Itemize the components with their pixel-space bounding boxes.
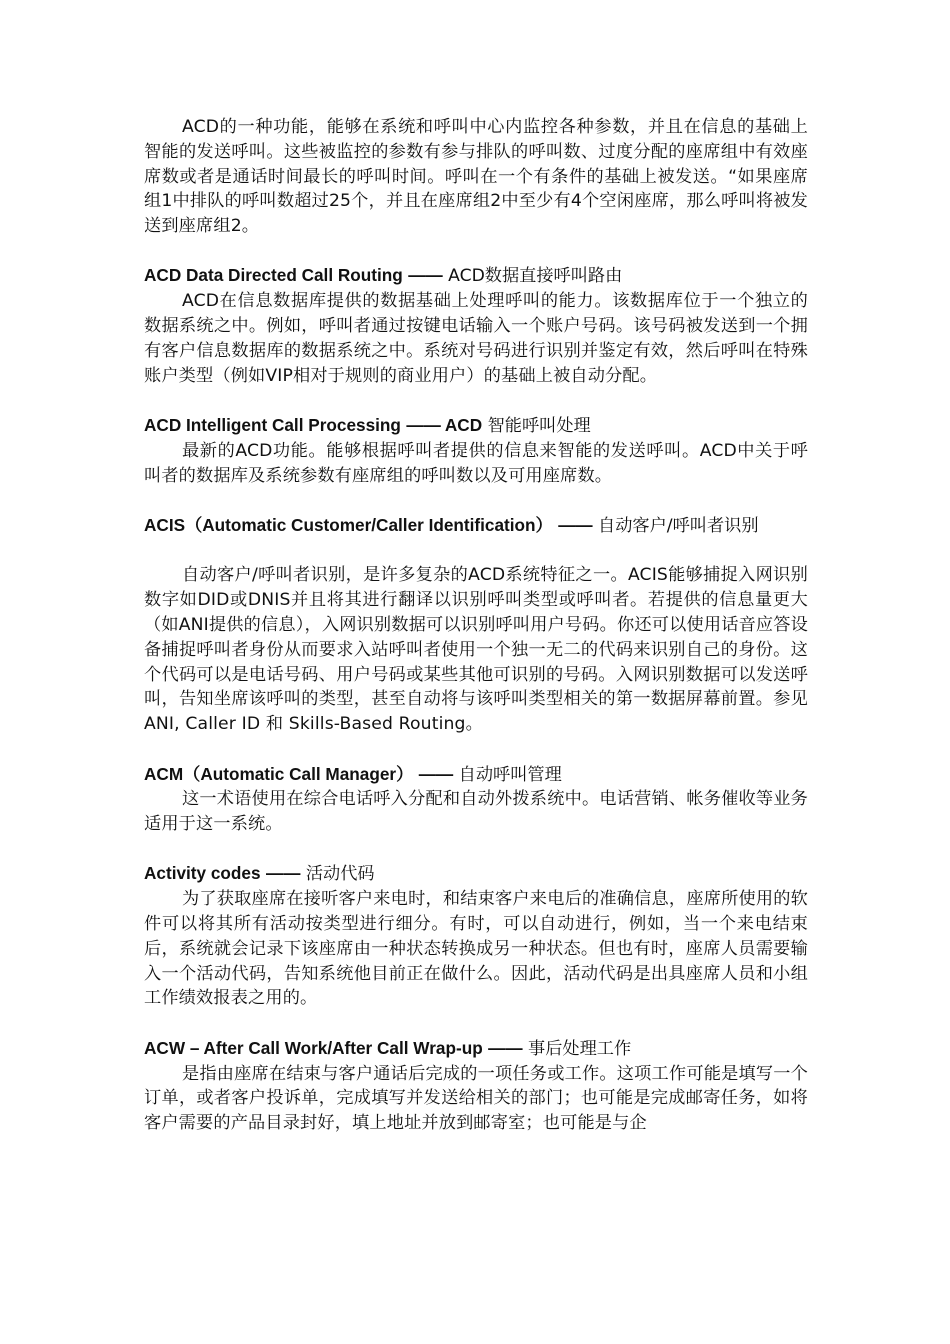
entry-heading <box>144 1036 808 1062</box>
entry-dash: —— <box>408 265 443 286</box>
entry-dash: —— <box>488 1037 523 1058</box>
entry-dash: —— <box>266 863 301 884</box>
entry-dash: —— <box>558 514 593 535</box>
entry-heading <box>144 513 808 539</box>
glossary-entry-acd-data-directed <box>144 263 808 388</box>
entry-gloss: 智能呼叫处理 <box>487 415 591 436</box>
entry-term: ACIS（Automatic Customer/Caller Identification） <box>144 514 553 535</box>
entry-gloss: 自动呼叫管理 <box>458 764 562 785</box>
glossary-entry-acw <box>144 1036 808 1136</box>
entry-heading <box>144 861 808 887</box>
entry-term: ACW – After Call Work/After Call Wrap-up <box>144 1037 483 1058</box>
entry-term: ACD Data Directed Call Routing <box>144 265 403 286</box>
entry-term: ACM（Automatic Call Manager） <box>144 763 414 784</box>
entry-body: 最新的ACD功能。能够根据呼叫者提供的信息来智能的发送呼叫。ACD中关于呼叫者的数据库及系统参数有座席组的呼叫数以及可用座席数。 <box>144 440 808 486</box>
glossary-entry-activity-codes <box>144 861 808 1011</box>
entry-body: 是指由座席在结束与客户通话后完成的一项任务或工作。这项工作可能是填写一个订单，或者客户投诉单，完成填写并发送给相关的部门；也可能是完成邮寄任务，如将客户需要的产品目录封好，填上地址并放到邮寄室；也可能是与企 <box>144 1063 808 1134</box>
entry-body: 自动客户/呼叫者识别，是许多复杂的ACD系统特征之一。ACIS能够捕捉入网识别数字如DID或DNIS并且将其进行翻译以识别呼叫类型或呼叫者。若提供的信息量更大（如ANI提供的信息），入网识别数据可以识别呼叫用户号码。你还可以使用话音应答设备捕捉呼叫者身份从而要求入站呼叫者使用一个独一无二的代码来识别自己的身份。这个代码可以是电话号码、用户号码或某些其他可识别的号码。入网识别数据可以发送呼叫，告知坐席该呼叫的类型，甚至自动将与该呼叫类型相关的第一数据屏幕前置。参见ANI, Caller ID 和 Skills-Based Routing。 <box>144 565 808 735</box>
glossary-entry-acis <box>144 513 808 737</box>
blank-line <box>144 539 808 564</box>
entry-gloss: 事后处理工作 <box>528 1038 632 1059</box>
entry-gloss: 自动客户/呼叫者识别 <box>598 515 759 536</box>
entry-heading <box>144 762 808 788</box>
glossary-entry-acd-intelligent <box>144 413 808 488</box>
glossary-entry-acm <box>144 762 808 837</box>
entry-gloss: 活动代码 <box>305 864 375 885</box>
entry-heading <box>144 263 808 289</box>
entry-body: 为了获取座席在接听客户来电时，和结束客户来电后的准确信息，座席所使用的软件可以将其所有活动按类型进行细分。有时，可以自动进行，例如，当一个来电结束后，系统就会记录下该座席由一种状态转换成另一种状态。但也有时，座席人员需要输入一个活动代码，告知系统他目前正在做什么。因此，活动代码是出具座席人员和小组工作绩效报表之用的。 <box>144 889 808 1009</box>
intro-paragraph: ACD的一种功能，能够在系统和呼叫中心内监控各种参数，并且在信息的基础上智能的发送呼叫。这些被监控的参数有参与排队的呼叫数、过度分配的座席组中有效座席数或者是通话时间最长的呼叫时间。呼叫在一个有条件的基础上被发送。“如果座席组1中排队的呼叫数超过25个，并且在座席组2中至少有4个空闲座席，那么呼叫将被发送到座席组2。 <box>144 117 808 237</box>
entry-term: Activity codes <box>144 863 261 884</box>
entry-term: ACD Intelligent Call Processing <box>144 414 401 435</box>
document-page <box>144 115 808 1136</box>
entry-gloss: ACD数据直接呼叫路由 <box>448 266 623 287</box>
entry-dash: —— <box>418 763 454 784</box>
entry-body: 这一术语使用在综合电话呼入分配和自动外拨系统中。电话营销、帐务催收等业务适用于这一系统。 <box>144 789 808 835</box>
entry-dash: —— ACD <box>406 414 483 435</box>
entry-body: ACD在信息数据库提供的数据基础上处理呼叫的能力。该数据库位于一个独立的数据系统之中。例如，呼叫者通过按键电话输入一个账户号码。该号码被发送到一个拥有客户信息数据库的数据系统之中。系统对号码进行识别并鉴定有效，然后呼叫在特殊账户类型（例如VIP相对于规则的商业用户）的基础上被自动分配。 <box>144 291 808 386</box>
entry-heading <box>144 413 808 439</box>
